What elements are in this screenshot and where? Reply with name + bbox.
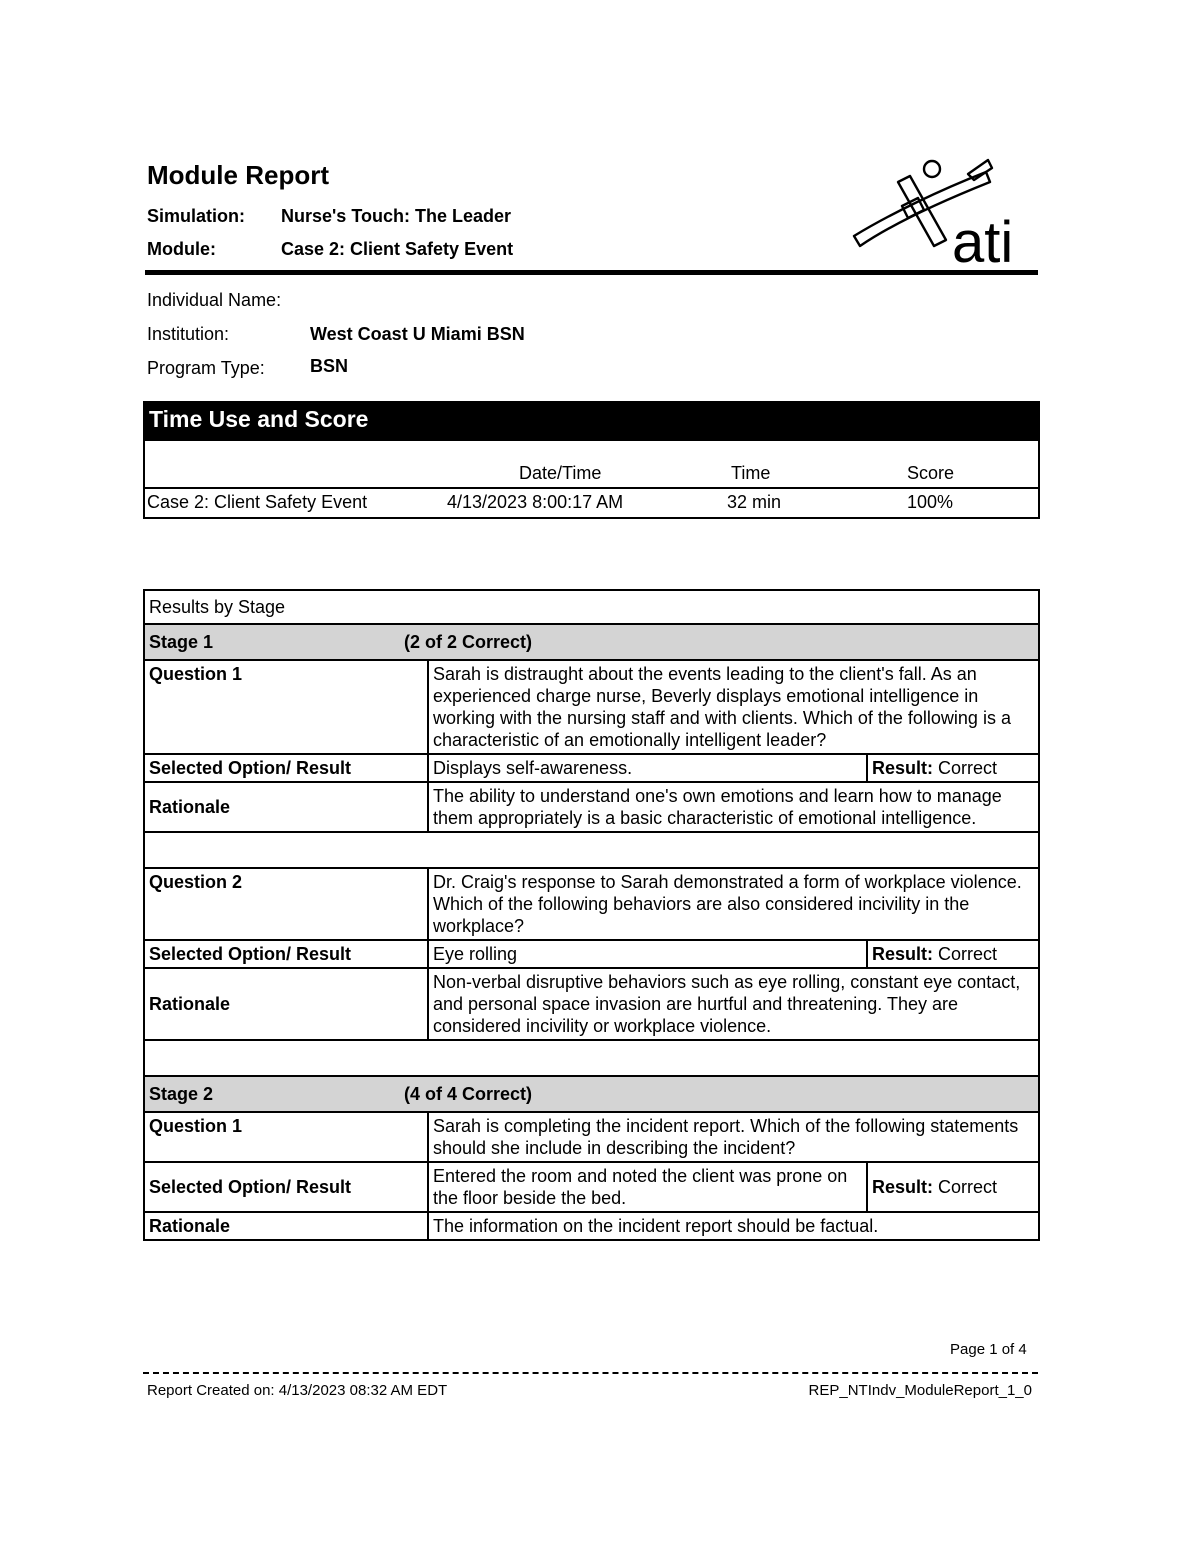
row-time: 32 min bbox=[727, 492, 782, 512]
stage-row bbox=[144, 624, 1039, 660]
program-type-label: Program Type: bbox=[147, 358, 265, 378]
stage-header bbox=[144, 1076, 1039, 1112]
module-value: Case 2: Client Safety Event bbox=[281, 239, 514, 259]
simulation-label: Simulation: bbox=[147, 206, 245, 226]
question-row bbox=[144, 868, 1039, 940]
selected-option-row bbox=[144, 754, 1039, 782]
stage-summary: (4 of 4 Correct) bbox=[404, 1084, 533, 1104]
program-type-value: BSN bbox=[310, 356, 349, 376]
header-divider bbox=[145, 270, 1038, 275]
report-title: Module Report bbox=[147, 160, 329, 190]
result-label: Result: bbox=[872, 1177, 934, 1197]
question-row bbox=[144, 660, 1039, 754]
stage-name: Stage 2 bbox=[149, 1084, 214, 1104]
col-datetime-header: Date/Time bbox=[519, 463, 602, 483]
time-use-score-section bbox=[143, 401, 1040, 519]
ati-logo bbox=[850, 152, 1040, 270]
time-use-table bbox=[143, 441, 1040, 519]
stage-row bbox=[144, 1076, 1039, 1112]
question-label: Question 1 bbox=[144, 1112, 428, 1162]
results-heading-row bbox=[144, 590, 1039, 624]
rationale-row bbox=[144, 782, 1039, 832]
selected-option-label: Selected Option/ Result bbox=[144, 940, 428, 968]
stage-name: Stage 1 bbox=[149, 632, 214, 652]
module-label: Module: bbox=[147, 239, 216, 259]
simulation-value: Nurse's Touch: The Leader bbox=[281, 206, 511, 226]
rationale-row bbox=[144, 968, 1039, 1040]
rationale-label: Rationale bbox=[144, 968, 428, 1040]
col-time-header: Time bbox=[731, 463, 771, 483]
selected-option-row bbox=[144, 940, 1039, 968]
institution-value: West Coast U Miami BSN bbox=[310, 324, 525, 344]
row-case-name: Case 2: Client Safety Event bbox=[147, 492, 368, 512]
rationale-text: The information on the incident report should be factual. bbox=[428, 1212, 1039, 1240]
time-use-heading: Time Use and Score bbox=[143, 401, 1040, 441]
selected-option-row bbox=[144, 1162, 1039, 1212]
spacer-cell bbox=[144, 1040, 1039, 1076]
selected-option-label: Selected Option/ Result bbox=[144, 1162, 428, 1212]
institution-label: Institution: bbox=[147, 324, 230, 344]
row-score: 100% bbox=[907, 492, 954, 512]
spacer-row bbox=[144, 1040, 1039, 1076]
result-value: Correct bbox=[938, 1177, 998, 1197]
rationale-text: The ability to understand one's own emotions and learn how to manage them appropriately is a basic characteristic of emotional intelligence. bbox=[428, 782, 1039, 832]
selected-option-label: Selected Option/ Result bbox=[144, 754, 428, 782]
question-text: Sarah is completing the incident report. Which of the following statements should she include in describing the incident? bbox=[428, 1112, 1039, 1162]
result-cell bbox=[867, 1162, 1039, 1212]
result-cell bbox=[867, 940, 1039, 968]
results-heading: Results by Stage bbox=[144, 590, 1039, 624]
question-label: Question 2 bbox=[144, 868, 428, 940]
rationale-label: Rationale bbox=[144, 1212, 428, 1240]
svg-text:ati: ati bbox=[952, 210, 1014, 270]
result-value: Correct bbox=[938, 758, 998, 778]
individual-name-label: Individual Name: bbox=[147, 290, 282, 310]
report-created-date: Report Created on: 4/13/2023 08:32 AM EDT bbox=[147, 1382, 448, 1399]
rationale-row bbox=[144, 1212, 1039, 1240]
stage-summary: (2 of 2 Correct) bbox=[404, 632, 533, 652]
result-label: Result: bbox=[872, 944, 934, 964]
result-cell bbox=[867, 754, 1039, 782]
rationale-label: Rationale bbox=[144, 782, 428, 832]
selected-option-value: Entered the room and noted the client was prone on the floor beside the bed. bbox=[428, 1162, 867, 1212]
results-by-stage-table bbox=[143, 589, 1040, 1241]
spacer-cell bbox=[144, 832, 1039, 868]
question-text: Dr. Craig's response to Sarah demonstrated a form of workplace violence. Which of the following behaviors are also considered incivility in the workplace? bbox=[428, 868, 1039, 940]
question-row bbox=[144, 1112, 1039, 1162]
report-id: REP_NTIndv_ModuleReport_1_0 bbox=[808, 1382, 1032, 1399]
col-score-header: Score bbox=[907, 463, 955, 483]
question-label: Question 1 bbox=[144, 660, 428, 754]
result-label: Result: bbox=[872, 758, 934, 778]
page-number: Page 1 of 4 bbox=[950, 1341, 1027, 1358]
selected-option-value: Eye rolling bbox=[428, 940, 867, 968]
selected-option-value: Displays self-awareness. bbox=[428, 754, 867, 782]
row-datetime: 4/13/2023 8:00:17 AM bbox=[447, 492, 624, 512]
spacer-row bbox=[144, 832, 1039, 868]
rationale-text: Non-verbal disruptive behaviors such as eye rolling, constant eye contact, and personal space invasion are hurtful and threatening. They are considered incivility or workplace violence. bbox=[428, 968, 1039, 1040]
stage-header bbox=[144, 624, 1039, 660]
row-divider bbox=[145, 487, 1038, 489]
result-value: Correct bbox=[938, 944, 998, 964]
question-text: Sarah is distraught about the events leading to the client's fall. As an experienced charge nurse, Beverly displays emotional intelligence in working with the nursing staff and with clients. Which of the following is a characteristic of an emotionally intelligent leader? bbox=[428, 660, 1039, 754]
footer-divider bbox=[143, 1372, 1038, 1374]
